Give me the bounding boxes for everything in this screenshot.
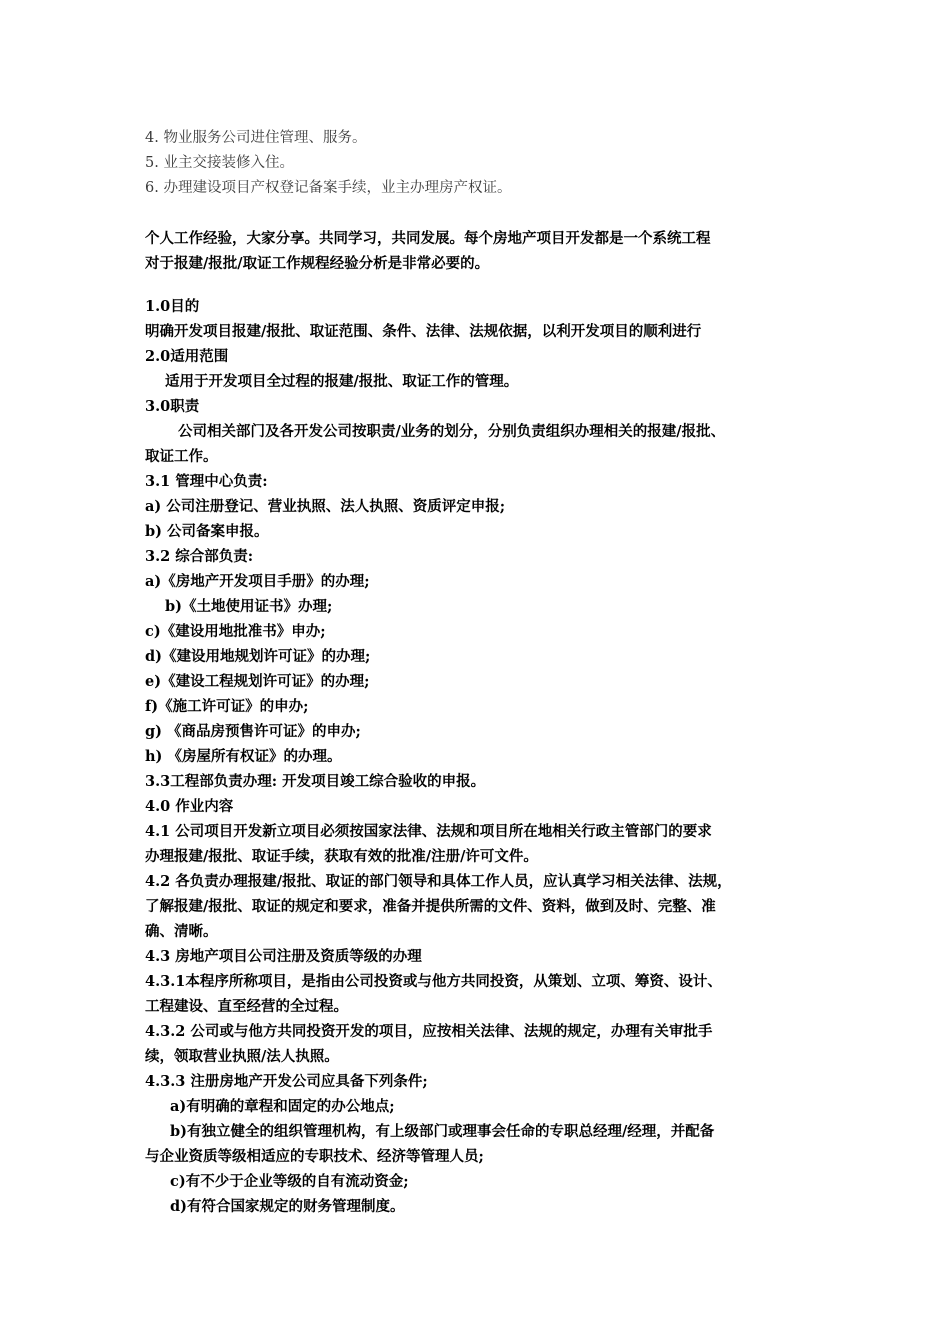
list-item: 与企业资质等级相适应的专职技术、经济等管理人员; xyxy=(145,1148,484,1165)
paragraph-line: 4.2 各负责办理报建/报批、取证的部门领导和具体工作人员，应认真学习相关法律、法规， xyxy=(145,873,732,890)
list-item: c)《建设用地批准书》申办; xyxy=(145,623,326,640)
paragraph-line: 4.3.1本程序所称项目，是指由公司投资或与他方共同投资，从策划、立项、筹资、设计、 xyxy=(145,973,722,990)
intro-line-2: 对于报建/报批/取证工作规程经验分析是非常必要的。 xyxy=(145,255,490,272)
section-heading-2-0: 2.0适用范围 xyxy=(145,348,229,365)
list-item-5: 5. 业主交接装修入住。 xyxy=(145,155,294,171)
list-item: a) 公司注册登记、营业执照、法人执照、资质评定申报; xyxy=(145,498,506,515)
paragraph-line: 确、清晰。 xyxy=(145,923,218,940)
paragraph-line: 工程建设、直至经营的全过程。 xyxy=(145,998,348,1015)
paragraph-line: 适用于开发项目全过程的报建/报批、取证工作的管理。 xyxy=(165,373,519,390)
paragraph-line: 续，领取营业执照/法人执照。 xyxy=(145,1048,339,1065)
subsection-heading-3-2: 3.2 综合部负责: xyxy=(145,548,254,565)
section-heading-1-0: 1.0目的 xyxy=(145,298,200,315)
intro-line-1: 个人工作经验，大家分享。共同学习，共同发展。每个房地产项目开发都是一个系统工程 xyxy=(145,230,711,247)
list-item: g) 《商品房预售许可证》的申办; xyxy=(145,723,361,740)
list-item: h) 《房屋所有权证》的办理。 xyxy=(145,748,342,765)
list-item: d)有符合国家规定的财务管理制度。 xyxy=(170,1198,405,1215)
subsection-heading-3-3: 3.3工程部负责办理: 开发项目竣工综合验收的申报。 xyxy=(145,773,486,790)
list-item: a)有明确的章程和固定的办公地点; xyxy=(170,1098,395,1115)
paragraph-line: 明确开发项目报建/报批、取证范围、条件、法律、法规依据，以利开发项目的顺利进行 xyxy=(145,323,702,340)
paragraph-line: 了解报建/报批、取证的规定和要求，准备并提供所需的文件、资料，做到及时、完整、准 xyxy=(145,898,716,915)
section-heading-3-0: 3.0职责 xyxy=(145,398,200,415)
paragraph-line: 办理报建/报批、取证手续，获取有效的批准/注册/许可文件。 xyxy=(145,848,538,865)
list-item: c)有不少于企业等级的自有流动资金; xyxy=(170,1173,409,1190)
list-item: d)《建设用地规划许可证》的办理; xyxy=(145,648,371,665)
list-item: f)《施工许可证》的申办; xyxy=(145,698,309,715)
paragraph-line: 公司相关部门及各开发公司按职责/业务的划分，分别负责组织办理相关的报建/报批、 xyxy=(178,423,726,440)
paragraph-line: 4.1 公司项目开发新立项目必须按国家法律、法规和项目所在地相关行政主管部门的要求 xyxy=(145,823,712,840)
list-item: a)《房地产开发项目手册》的办理; xyxy=(145,573,370,590)
paragraph-line: 4.3.2 公司或与他方共同投资开发的项目，应按相关法律、法规的规定，办理有关审批手 xyxy=(145,1023,713,1040)
section-heading-4-0: 4.0 作业内容 xyxy=(145,798,234,815)
list-item: b)有独立健全的组织管理机构，有上级部门或理事会任命的专职总经理/经理，并配备 xyxy=(170,1123,715,1140)
list-item: b)《土地使用证书》办理; xyxy=(165,598,333,615)
list-item: b) 公司备案申报。 xyxy=(145,523,269,540)
paragraph-line: 4.3.3 注册房地产开发公司应具备下列条件; xyxy=(145,1073,428,1090)
subsection-heading-4-3: 4.3 房地产项目公司注册及资质等级的办理 xyxy=(145,948,422,965)
list-item-6: 6. 办理建设项目产权登记备案手续，业主办理房产权证。 xyxy=(145,180,512,196)
paragraph-line: 取证工作。 xyxy=(145,448,218,465)
list-item-4: 4. 物业服务公司进住管理、服务。 xyxy=(145,130,367,146)
list-item: e)《建设工程规划许可证》的办理; xyxy=(145,673,370,690)
subsection-heading-3-1: 3.1 管理中心负责: xyxy=(145,473,268,490)
